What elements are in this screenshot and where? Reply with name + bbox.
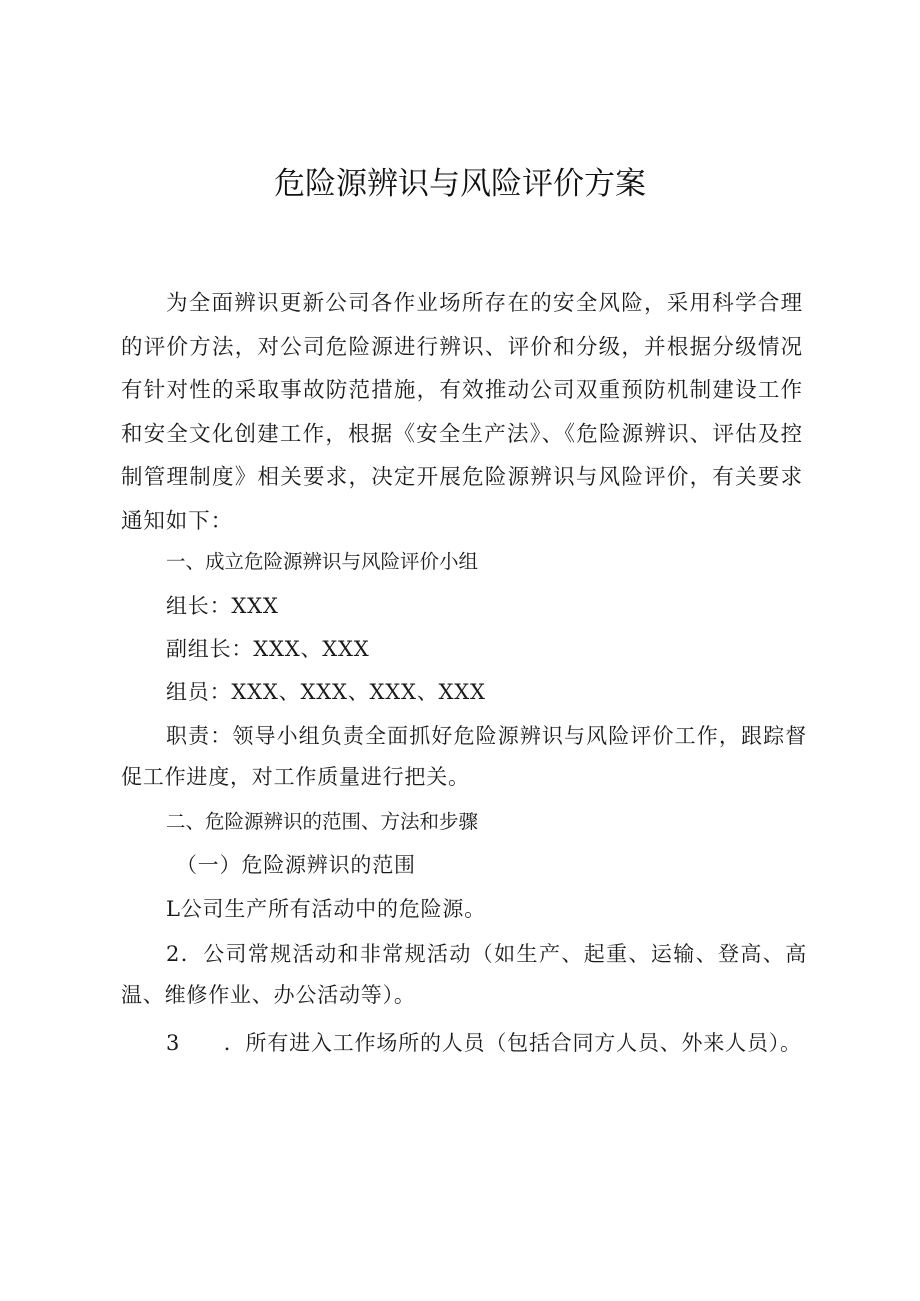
scope-item-1: L公司生产所有活动中的危险源。 <box>166 897 486 921</box>
subsection1-heading: （一）危险源辨识的范围 <box>176 853 416 877</box>
scope-item-2: 2．公司常规活动和非常规活动（如生产、起重、运输、登高、高温、维修作业、办公活动等）。 <box>121 942 807 1007</box>
section1-heading: 一、成立危险源辨识与风险评价小组 <box>166 550 479 573</box>
scope-item-3: 3 ．所有进入工作场所的人员（包括合同方人员、外来人员）。 <box>166 1031 802 1055</box>
deputy-leader-line: 副组长：XXX、XXX <box>166 637 370 661</box>
document-title: 危险源辨识与风险评价方案 <box>274 166 646 202</box>
duty-paragraph: 职责：领导小组负责全面抓好危险源辨识与风险评价工作，跟踪督促工作进度，对工作质量进行把关。 <box>121 724 807 789</box>
team-members-line: 组员：XXX、XXX、XXX、XXX <box>166 680 486 704</box>
section2-heading: 二、危险源辨识的范围、方法和步骤 <box>166 810 479 833</box>
team-leader-line: 组长：XXX <box>166 594 279 618</box>
intro-paragraph: 为全面辨识更新公司各作业场所存在的安全风险，采用科学合理的评价方法，对公司危险源进行辨识、评价和分级，并根据分级情况有针对性的采取事故防范措施，有效推动公司双重预防机制建设工作和安全文化创建工作，根据《安全生产法》、《危险源辨识、评估及控制管理制度》相关要求，决定开展危险源辨识与风险评价，有关要求通知如下： <box>121 291 803 534</box>
